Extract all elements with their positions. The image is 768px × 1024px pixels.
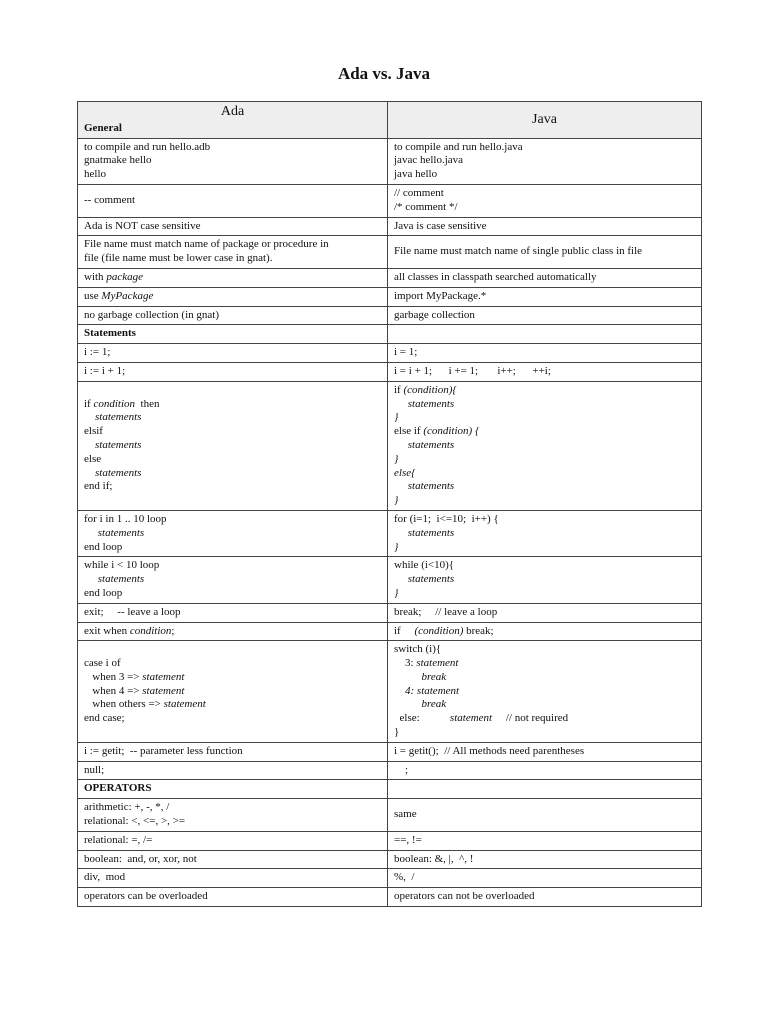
text-segment: same: [394, 808, 417, 821]
cell-line: [84, 712, 381, 726]
ada-cell: [78, 888, 388, 907]
text-segment: else if: [394, 425, 424, 438]
text-segment: }: [394, 726, 400, 739]
cell-line: [84, 154, 381, 168]
text-segment: import MyPackage.*: [394, 289, 487, 302]
text-segment: boolean: and, or, xor, not: [84, 852, 197, 865]
text-segment: java hello: [394, 168, 438, 181]
text-segment: condition: [93, 397, 136, 410]
cell-line: [394, 467, 695, 481]
java-cell: [388, 799, 702, 832]
text-segment: while i < 10 loop: [84, 559, 160, 572]
cell-line: [394, 411, 695, 425]
text-segment: (condition): [414, 624, 464, 637]
table-row: [78, 344, 702, 363]
section-row: [78, 780, 702, 799]
ada-cell: [78, 381, 388, 510]
text-segment: statement: [416, 657, 459, 670]
cell-line: [394, 587, 695, 601]
cell-line: [84, 220, 381, 234]
text-segment: i = 1;: [394, 346, 418, 359]
text-segment: switch (i){: [394, 643, 442, 656]
text-segment: condition: [129, 624, 172, 637]
text-segment: case i of: [84, 657, 121, 670]
text-segment: no garbage collection (in gnat): [84, 308, 220, 321]
ada-cell: [78, 362, 388, 381]
table-row: [78, 268, 702, 287]
table-row: [78, 287, 702, 306]
ada-cell: [78, 850, 388, 869]
cell-line: [394, 201, 695, 215]
java-cell: [388, 217, 702, 236]
ada-cell: [78, 510, 388, 556]
text-segment: break: [421, 698, 447, 711]
text-segment: relational: =, /=: [84, 833, 153, 846]
text-segment: [84, 573, 98, 585]
ada-cell: [78, 622, 388, 641]
text-segment: else:: [394, 712, 450, 725]
text-segment: statements: [97, 573, 145, 586]
text-segment: [394, 480, 408, 492]
text-segment: Ada is NOT case sensitive: [84, 219, 201, 232]
cell-line: [84, 587, 381, 601]
text-segment: break; // leave a loop: [394, 605, 498, 618]
cell-line: [394, 541, 695, 555]
java-cell: [388, 603, 702, 622]
cell-line: [84, 194, 381, 208]
text-segment: relational: <, <=, >, >=: [84, 815, 186, 828]
text-segment: }: [394, 586, 399, 599]
text-segment: statement: [142, 684, 185, 697]
ada-cell: [78, 799, 388, 832]
ada-cell: [78, 184, 388, 217]
table-row: [78, 761, 702, 780]
cell-line: [84, 853, 381, 867]
text-segment: exit; -- leave a loop: [84, 605, 181, 618]
cell-line: [394, 141, 695, 155]
ada-cell: [78, 831, 388, 850]
cell-line: [84, 467, 381, 481]
cell-line: [84, 252, 381, 266]
text-segment: [394, 698, 422, 710]
cell-line: [394, 573, 695, 587]
text-segment: end if;: [84, 480, 113, 493]
java-cell: [388, 888, 702, 907]
java-cell: [388, 344, 702, 363]
text-segment: statements: [407, 438, 455, 451]
cell-line: [84, 890, 381, 904]
text-segment: package: [106, 270, 143, 283]
table-row: [78, 603, 702, 622]
table-row: [78, 557, 702, 603]
text-segment: javac hello.java: [394, 154, 464, 167]
text-segment: [394, 527, 408, 539]
ada-cell: [78, 641, 388, 743]
text-segment: break;: [463, 624, 494, 637]
ada-cell: [78, 236, 388, 269]
text-segment: statements: [407, 480, 455, 493]
text-segment: operators can not be overloaded: [394, 890, 535, 903]
text-segment: i := i + 1;: [84, 364, 126, 377]
table-row: [78, 869, 702, 888]
cell-line: [394, 480, 695, 494]
table-row: [78, 850, 702, 869]
ada-header-cell: [78, 102, 388, 139]
cell-line: [394, 808, 695, 822]
ada-cell: [78, 603, 388, 622]
cell-line: [84, 453, 381, 467]
cell-line: [84, 685, 381, 699]
cell-line: [394, 154, 695, 168]
text-segment: // comment: [394, 186, 444, 199]
cell-line: [84, 271, 381, 285]
text-segment: to compile and run hello.java: [394, 140, 523, 153]
cell-line: [84, 346, 381, 360]
java-cell: [388, 362, 702, 381]
java-cell: [388, 381, 702, 510]
table-row: [78, 362, 702, 381]
comparison-table: [77, 101, 702, 907]
text-segment: [394, 685, 405, 697]
ada-cell: [78, 742, 388, 761]
table-row: [78, 184, 702, 217]
cell-line: [84, 527, 381, 541]
cell-line: [84, 657, 381, 671]
table-row: [78, 742, 702, 761]
ada-cell: [78, 217, 388, 236]
ada-cell: [78, 268, 388, 287]
text-segment: [394, 439, 408, 451]
text-segment: statements: [407, 573, 455, 586]
text-segment: when others =>: [84, 698, 164, 711]
text-segment: i := getit; -- parameter less function: [84, 744, 243, 757]
cell-line: [394, 853, 695, 867]
cell-line: [394, 625, 695, 639]
section-label: Statements: [78, 325, 388, 344]
cell-line: [394, 745, 695, 759]
text-segment: end loop: [84, 586, 123, 599]
ada-cell: [78, 557, 388, 603]
cell-line: [84, 745, 381, 759]
table-row: [78, 622, 702, 641]
text-segment: when 4 =>: [84, 684, 143, 697]
cell-line: [84, 671, 381, 685]
ada-cell: [78, 869, 388, 888]
text-segment: statements: [407, 397, 455, 410]
cell-line: [394, 309, 695, 323]
cell-line: [84, 541, 381, 555]
java-cell: [388, 138, 702, 184]
table-row: [78, 510, 702, 556]
text-segment: [84, 411, 95, 423]
java-cell: [388, 306, 702, 325]
text-segment: -- comment: [84, 193, 136, 206]
text-segment: 3:: [394, 657, 417, 670]
cell-line: [394, 698, 695, 712]
text-segment: div, mod: [84, 871, 126, 884]
cell-line: [84, 309, 381, 323]
table-row: [78, 306, 702, 325]
cell-line: [84, 559, 381, 573]
cell-line: [394, 606, 695, 620]
text-segment: statement: [163, 698, 206, 711]
table-row: [78, 799, 702, 832]
java-cell: [388, 622, 702, 641]
java-cell: [388, 831, 702, 850]
text-segment: if: [84, 397, 94, 410]
text-segment: while (i<10){: [394, 559, 455, 572]
text-segment: operators can be overloaded: [84, 890, 208, 903]
text-segment: }: [394, 494, 399, 507]
cell-line: [84, 764, 381, 778]
cell-line: [394, 439, 695, 453]
java-cell: [388, 641, 702, 743]
cell-line: [394, 168, 695, 182]
text-segment: ==, !=: [394, 833, 422, 846]
cell-line: [84, 398, 381, 412]
section-empty-cell: [388, 325, 702, 344]
text-segment: i = getit(); // All methods need parentheses: [394, 744, 585, 757]
general-section-label: General: [84, 121, 122, 134]
cell-line: [394, 657, 695, 671]
text-segment: [84, 527, 98, 539]
cell-line: [84, 573, 381, 587]
section-label: OPERATORS: [78, 780, 388, 799]
text-segment: }: [394, 540, 399, 553]
text-segment: for i in 1 .. 10 loop: [84, 512, 167, 525]
cell-line: [84, 698, 381, 712]
text-segment: statements: [97, 526, 145, 539]
cell-line: [84, 513, 381, 527]
text-segment: statements: [95, 438, 142, 451]
cell-line: [394, 712, 695, 726]
cell-line: [84, 425, 381, 439]
text-segment: break: [421, 670, 447, 683]
cell-line: [84, 834, 381, 848]
text-segment: i := 1;: [84, 346, 111, 359]
cell-line: [394, 685, 695, 699]
cell-line: [84, 141, 381, 155]
text-segment: [394, 398, 408, 410]
table-row: [78, 236, 702, 269]
text-segment: }: [394, 452, 399, 465]
cell-line: [394, 643, 695, 657]
cell-line: [84, 238, 381, 252]
text-segment: boolean: &, |, ^, !: [394, 852, 474, 865]
text-segment: garbage collection: [394, 308, 475, 321]
cell-line: [394, 871, 695, 885]
java-cell: [388, 742, 702, 761]
text-segment: all classes in classpath searched automatically: [394, 270, 597, 283]
java-cell: [388, 557, 702, 603]
table-row: [78, 381, 702, 510]
text-segment: file (file name must be lower case in gnat).: [84, 252, 273, 265]
header-row: [78, 102, 702, 139]
text-segment: elsif: [84, 425, 103, 438]
text-segment: statements: [407, 526, 455, 539]
cell-line: [394, 726, 695, 740]
text-segment: statement: [142, 670, 185, 683]
text-segment: Java is case sensitive: [394, 219, 487, 232]
text-segment: end loop: [84, 540, 123, 553]
text-segment: when 3 =>: [84, 670, 143, 683]
text-segment: with: [84, 270, 107, 283]
text-segment: File name must match name of package or procedure in: [84, 238, 329, 251]
text-segment: end case;: [84, 712, 125, 725]
cell-line: [394, 271, 695, 285]
text-segment: }: [394, 411, 399, 424]
cell-line: [394, 453, 695, 467]
ada-cell: [78, 138, 388, 184]
java-cell: [388, 761, 702, 780]
java-column-header: Java: [532, 112, 557, 128]
text-segment: 4: statement: [405, 684, 460, 697]
cell-line: [84, 480, 381, 494]
java-header-cell: [388, 102, 702, 139]
text-segment: arithmetic: +, -, *, /: [84, 801, 170, 814]
ada-column-header: Ada: [220, 104, 245, 119]
cell-line: [394, 346, 695, 360]
text-segment: %, /: [394, 871, 415, 884]
java-cell: [388, 869, 702, 888]
text-segment: null;: [84, 763, 105, 776]
text-segment: gnatmake hello: [84, 154, 152, 167]
text-segment: [84, 439, 95, 451]
cell-line: [394, 365, 695, 379]
cell-line: [394, 384, 695, 398]
cell-line: [84, 606, 381, 620]
text-segment: else{: [394, 466, 416, 479]
text-segment: // not required: [492, 712, 569, 725]
text-segment: [84, 467, 95, 479]
page-title: Ada vs. Java: [337, 64, 431, 83]
cell-line: [84, 439, 381, 453]
cell-line: [394, 513, 695, 527]
text-segment: for (i=1; i<=10; i++) {: [394, 512, 499, 525]
cell-line: [84, 365, 381, 379]
table-row: [78, 831, 702, 850]
text-segment: if: [394, 624, 415, 637]
section-empty-cell: [388, 780, 702, 799]
table-row: [78, 138, 702, 184]
cell-line: [394, 671, 695, 685]
table-row: [78, 217, 702, 236]
text-segment: exit when: [84, 624, 130, 637]
section-row: [78, 325, 702, 344]
text-segment: (condition){: [403, 383, 457, 396]
cell-line: [394, 764, 695, 778]
cell-line: [394, 187, 695, 201]
text-segment: use: [84, 289, 102, 302]
cell-line: [394, 425, 695, 439]
text-segment: File name must match name of single public class in file: [394, 245, 643, 258]
cell-line: [394, 494, 695, 508]
ada-cell: [78, 287, 388, 306]
java-cell: [388, 236, 702, 269]
cell-line: [84, 815, 381, 829]
cell-line: [84, 871, 381, 885]
text-segment: [394, 573, 408, 585]
text-segment: to compile and run hello.adb: [84, 140, 211, 153]
cell-line: [394, 559, 695, 573]
text-segment: (condition) {: [423, 425, 480, 438]
java-cell: [388, 287, 702, 306]
text-segment: ;: [171, 624, 175, 637]
java-cell: [388, 268, 702, 287]
cell-line: [84, 411, 381, 425]
cell-line: [84, 168, 381, 182]
java-cell: [388, 184, 702, 217]
cell-line: [394, 245, 695, 259]
text-segment: then: [135, 397, 160, 410]
java-cell: [388, 510, 702, 556]
cell-line: [84, 625, 381, 639]
text-segment: [394, 671, 422, 683]
cell-line: [84, 290, 381, 304]
text-segment: /* comment */: [394, 200, 458, 213]
ada-cell: [78, 761, 388, 780]
cell-line: [84, 801, 381, 815]
text-segment: MyPackage: [101, 289, 154, 302]
cell-line: [394, 834, 695, 848]
java-cell: [388, 850, 702, 869]
text-segment: if: [394, 383, 404, 396]
text-segment: i = i + 1; i += 1; i++; ++i;: [394, 364, 551, 377]
text-segment: statements: [95, 466, 142, 479]
cell-line: [394, 398, 695, 412]
ada-cell: [78, 306, 388, 325]
text-segment: hello: [84, 168, 106, 181]
text-segment: statements: [95, 411, 142, 424]
cell-line: [394, 290, 695, 304]
cell-line: [394, 527, 695, 541]
cell-line: [394, 890, 695, 904]
text-segment: else: [84, 452, 102, 465]
text-segment: ;: [394, 763, 409, 776]
ada-cell: [78, 344, 388, 363]
cell-line: [394, 220, 695, 234]
table-row: [78, 888, 702, 907]
text-segment: statement: [449, 712, 493, 725]
table-row: [78, 641, 702, 743]
